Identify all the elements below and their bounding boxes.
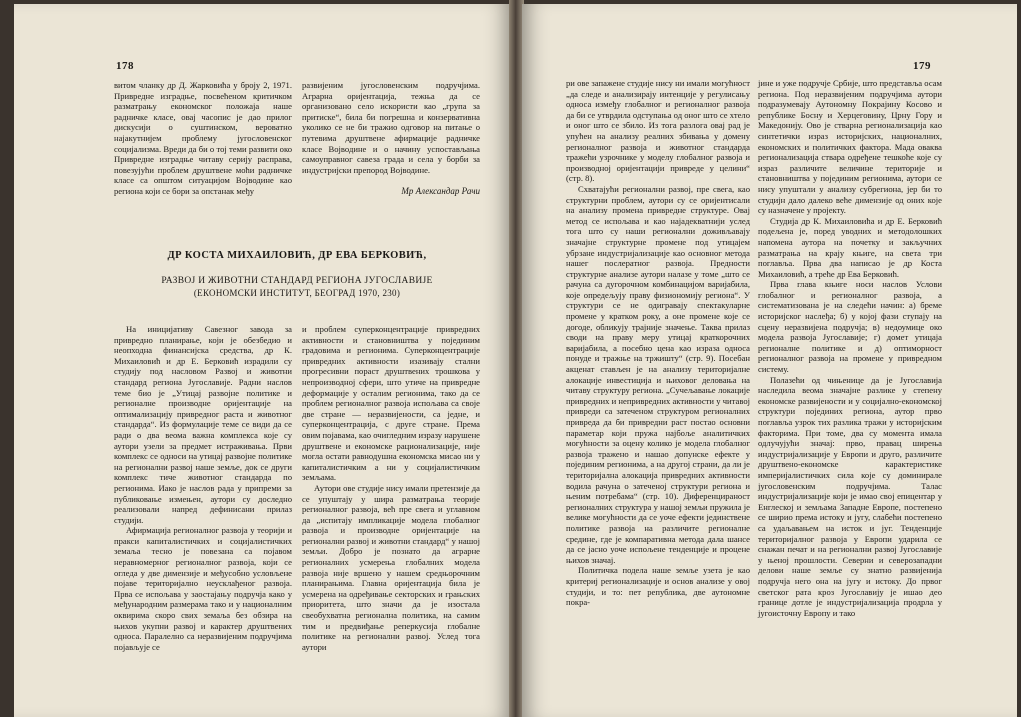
review-signature: Мр Александар Рачи xyxy=(401,186,480,196)
paragraph: ри ове запажене студије нису ни имали могућност „да следе и анализирају интенције у регулисању односа између глобалног и регионалног развоја да би се утврдила одступања од оног што се хтело и оног што се збило. Из тога разлога овај рад је упућен на анализу реалних збивања у домену регионалног развоја и животног стандарда тражећи узрочнике у моделу глобалног развоја и производној оријентацији привреде у целини“ (стр. 8). xyxy=(566,78,750,184)
paragraph: Политичка подела наше земље узета је као критериј регионализације и основ анализе у овој студији, и то: пет република, две аутономне покра- xyxy=(566,565,750,608)
paragraph: Студија др К. Михаиловића и др Е. Берковић подељена је, поред уводних и методолошких напомена аутора на почетку и закључних разматрања на крају књиге, на света три поглавља. Прва два написао је др Коста Михаиловић, а треће др Ева Берковић. xyxy=(758,215,942,279)
paragraph: Полазећи од чињенице да је Југославија наследила веома значајне разлике у степену економске развијености и у социјално-економској структури појединих региона, аутор прво поглавља узрок тих разлика тражи у историјским факторима. При томе, два су момента имала одлучујући значај: прво, правац ширења индустријализације у Европи и друго, различите друштвено-економске карактеристике империјалистичких сила које су доминирале југословенским подручјима. Талас индустријализације који је имао свој епицентар у Енглеској и земљама Западне Европе, постепено се ширио према истоку и југу, слабећи постепено са удаљавањем на исток и југ. Тенденције територијалног развоја у Европи ударила се снажан печат и на регионални развој Југославије у њеној прошлости. Северни и северозападни делови наше земље су знатно развијенија подручја него она на југу и истоку. До првог светског рата кроз Југославију је ишао део границе дотле је индустријализација продрла у југоисточну Европу и тако xyxy=(758,374,942,618)
left-bottom-column-2 xyxy=(302,324,480,652)
paragraph: витом чланку др Д. Жарковића у броју 2, 1971. Привредне изградње, посвећеном критичком разматрању економског положаја наше радничке класе, овај часопис је дао прилог дискусији о суштинском, вероватно најакутнијем проблему југословенског социјализма. Вреди да би о тој теми развити око Привредне изградње читаву серију расправа, повезујући проблем друштвене моћи радничке класе са општом ситуацијом Војводине као региона који се бори за опстанак међу xyxy=(114,80,292,196)
left-bottom-column-1 xyxy=(114,324,292,652)
paragraph: Афирмација регионалног развоја у теорији и пракси капиталистичких и социјалистичких земаља тесно је повезана са појавом неравномерног регионалног развоја, који се огледа у две димензије и међусобно условљене појаве територијално неусклађеног развоја. Прва се испољава у заостајању подручја како у међународним размерама тако и у националним оквирима скоро свих земаља без обзира на њихов укупни развој и карактер друштвених односа. Паралелно са неразвијеним подручјима појављује се xyxy=(114,525,292,652)
left-top-column-2 xyxy=(302,80,480,175)
review-authors: ДР КОСТА МИХАИЛОВИЋ, ДР ЕВА БЕРКОВИЋ, xyxy=(167,250,427,261)
paragraph: На иницијативу Савезног завода за привредно планирање, који је обезбедио и неопходна финансијска средства, др К. Михаиловић и др Е. Берковић израдили су студију под насловом Развој и животни стандард региона Југославије. Радни наслов теме био је „Утицај развојне политике и регионалне производне оријентације на оптимализацију привредног раста и животног стандарда“. Из формулације теме се види да се ради о два веома важна комплекса које су аутори узели за предмет истраживања. Први комплекс се односи на утицај развојне политике на регионални развој наше земље, док се други комплекс тиче животног стандарда по регионима. Иако је наслов рада у припреми за публиковање измењен, аутори су доследно реализовали напред дефинисани прилаз студији. xyxy=(114,324,292,525)
paragraph: и проблем суперконцентрације привредних активности и становништва у појединим градовима и регионима. Суперконцентрације привредних активности изазивају стални прогресивни пораст друштвених трошкова у непроизводној сфери, што утиче на привредне деформације у осталим регионима, тако да се проблем регионалног развоја испољава са своје две стране — неразвијености, са једне, и суперконцентрација, с друге стране. Према овим појавама, као очигледним изразу нарушене друштвене и економске рационализације, није могла остати равнодушна економска мисао ни у капиталистичким а ни у социјалистичким земљама. xyxy=(302,324,480,483)
paragraph: развијеним југословенским подручјима. Аграрна оријентација, тежња да се организовано село искористи као „група за притиске“, била би погрешна и конзервативна уколико се не би тражио одговор на питање о путевима друштвене афирмације радничке класе Војводине и о начину успостављања самоуправног савеза града и села у борби за индустријски препород Војводине. xyxy=(302,80,480,175)
right-column-2 xyxy=(758,78,942,618)
paragraph: Схватајући регионални развој, пре свега, као структурни проблем, аутори су се оријентисали на анализу промена привредне структуре. Овај метод се испољава и као најадекватнији услед тога што су наши регионални доживљавају значајне структурне промене под утицајем убрзане индустријализације као основног метода нашег послератног развоја. Предности структурне анализе аутори налазе у томе „што се рачуна са дугорочном комбинацијом варијабила, које опредељују праву физиономију региона“. У структури се не одигравају спектакуларне промене у кратком року, а оне промене које се догоде, обликују трајније значење. Таква прилаз своди на праву меру утицај краткорочних варијабила, а посебно цена као израза односа понуде и тражње на тржишту“ (стр. 9). Посебан акценат стављен је на анализу територијалне алокације инвестиција и њиховог деловања на читаву структуру региона. „Сучељавање локације привредних и непривредних активности у читавој привреди са затеченом структуром регионалних привреда да би привредни раст постао основни параметар који пружа најбоље аналитичких могућности за оцену колико је модела глобалног развоја тражено и нашао допунске ефекте у појединим регионима, а на другој страни, да ли је територијална алокација привредних активности водила рачуна о затеченој структури региона и њеним потребама“ (стр. 10). Диференцираност регионалних структура у нашој земљи пружила је велике могућности да се уоче ефекти јединствене политике развоја на различите регионалне средине, где је компаративна метода дала шансе да се јасно уоче испољене тенденције и процене њихов значај. xyxy=(566,183,750,565)
page-number-right: 179 xyxy=(913,60,931,72)
paragraph: јине и уже подручје Србије, што представља осам региона. Под неразвијеним подручјима аутори подразумевају Аутономну Покрајину Косово и републике Босну и Херцеговину, Црну Гору и Македонију. Ово је стварна регионализација као синтетички израз историјских, националних, економских и политичких фактора. Мада оваква регионализација ствара одређене тешкоће које су израз различите величине територије и становништва у појединим регионима, аутори се нису упуштали у анализу субрегиона, јер би то студијн дало далеко веће димензије од оних које су назначене у пројекту. xyxy=(758,78,942,216)
review-title: РАЗВОЈ И ЖИВОТНИ СТАНДАРД РЕГИОНА ЈУГОСЛАВИЈЕ xyxy=(161,276,433,286)
page-number-left: 178 xyxy=(116,60,134,72)
paragraph: Аутори ове студије нису имали претензије да се упуштају у шира разматрања теорије регионалног развоја, већ пре свега и углавном да „испитају импликације модела глобалног развоја и производне оријентације на регионални развој и животни стандард“ у нашој земљи. Добро је познато да аграрне регионалних усмерења глобалних модела развоја није вршено у нашем средњорочним планирањима. Главна оријентација била је усмерена на одређивање секторских и грањских приоритета, што значи да је изостала свеобухватна регионална политика, на самим тим и предвиђање реперкусија глобалне политике на регионални развој. Услед тога аутори xyxy=(302,482,480,652)
review-subtitle: (ЕКОНОМСКИ ИНСТИТУТ, БЕОГРАД 1970, 230) xyxy=(193,288,401,298)
right-column-1 xyxy=(566,78,750,608)
paragraph: Прва глава књиге носи наслов Услови глобалног и регионалног развоја, а систематизована је на следећи начин: а) бреме историјског наслеђа; б) у којој фази ступају на сцену неразвијена подручја; в) недоумице око модела развоја Југославије; г) домет утицаја регионалне политике и д) оптиморност регионалног развоја на промене у привредном систему. xyxy=(758,279,942,375)
left-top-column-1 xyxy=(114,80,292,197)
right-page xyxy=(522,4,1017,717)
left-page xyxy=(14,4,511,717)
